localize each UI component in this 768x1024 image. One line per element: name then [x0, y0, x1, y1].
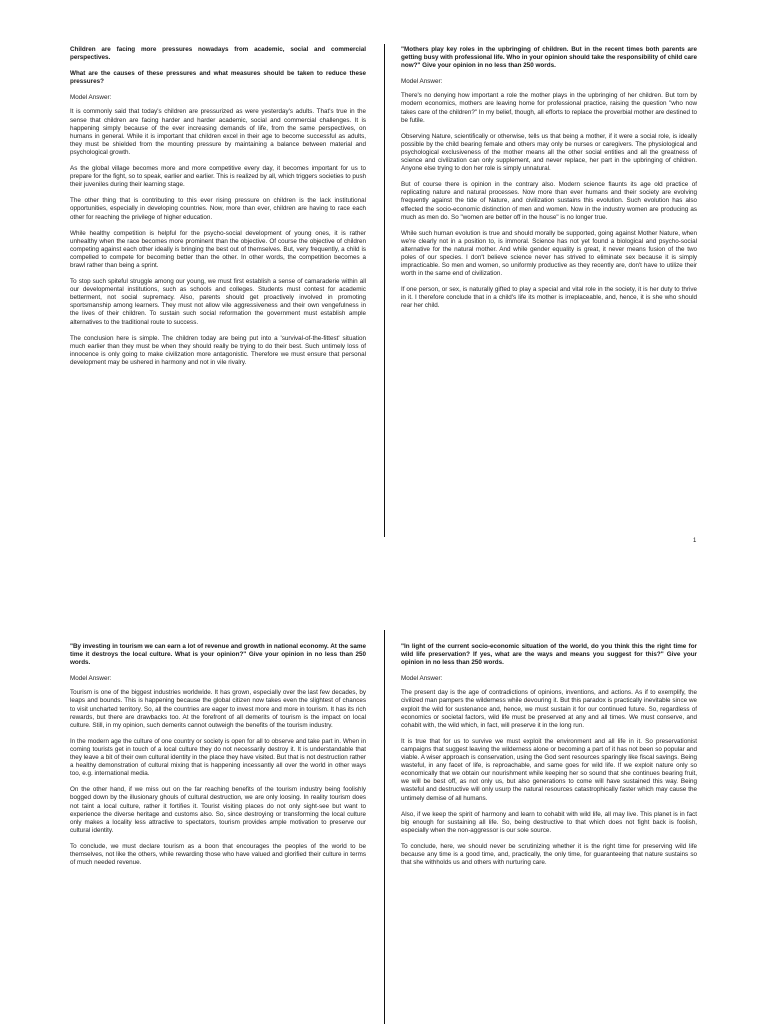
paragraph: To stop such spiteful struggle among our young, we must first establish a sense of camaraderie within all our developmental institutions, such as schools and colleges. Students must contest for academic betterment, not social supremacy. Also, parents should get proactively involved in promoting sportsmanship among learners. They must not allow vile aggressiveness and their own vengefulness in the lives of their children. To sustain such social reformation the government must establish ample alternatives to the traditional route to success.: [70, 278, 366, 326]
essay-prompt: "By investing in tourism we can earn a lot of revenue and growth in national economy. At the same time it destroys the local culture. What is your opinion?" Give your opinion in no less than 250 words.: [70, 643, 366, 667]
paragraph: The other thing that is contributing to this ever rising pressure on children is the lack institutional opportunities, especially in developing countries. Now, more than ever, children are having to race each other for reaching the privilege of higher education.: [70, 197, 366, 221]
paragraph: To conclude, here, we should never be scrutinizing whether it is the right time for preserving wild life because any time is a good time, and, practically, the only time, for guaranteeing that nature sustains so that she withholds us and others with nurturing care.: [401, 842, 697, 867]
paragraph: It is true that for us to survive we must exploit the environment and all life in it. So preservationist campaigns that suggest leaving the wilderness alone or becoming a part of it has not been so popular and viable. A wiser approach is conservation, using the God sent resources sparingly like fiscal savings. Being wasteful, in any facet of life, is reproachable, and same goes for wild life. If we exploit nature only so economically that we obtain our nourishment while keeping her so sound that she continues bearing fruit, we will be best off, as not only us, but also generations to come will have sustained this way. Being wasteful and destructive will only usurp the natural resources catastrophically faster which may cause the untimely demise of all humans.: [401, 737, 697, 802]
paragraph: It is commonly said that today's children are pressurized as were yesterday's adults. That's true in the sense that children are facing harder and harder academic, social and commercial challenges. It is happening simply because of the ever increasing demands of life, from the same perspectives, on humans in general. While it is important that children excel in their age to become successful as adults, they must be shielded from the mounting pressure by maintaining a balance between material and psychological growth.: [70, 108, 366, 156]
paragraph: As the global village becomes more and more competitive every day, it becomes important for us to prepare for the fight, so to speak, earlier and earlier. This is realized by all, which triggers societies to push their juveniles during their learning stage.: [70, 165, 366, 189]
model-answer-label: Model Answer:: [401, 78, 443, 86]
paragraph: Tourism is one of the biggest industries worldwide. It has grown, especially over the last few decades, by leaps and bounds. This is happening because the global citizen now takes even the slightest of chances to visit uncharted territory. So, all the countries are eager to invest more and more in tourism. It has its rich rewards, but there are drawbacks too. At the forefront of all demerits of tourism is the impact on local culture. Still, in my opinion, such demerits cannot outweigh the benefits of the tourism industry.: [70, 689, 366, 729]
essay-prompt: What are the causes of these pressures and what measures should be taken to reduce these pressures?: [70, 70, 366, 86]
essay-prompt: Children are facing more pressures nowadays from academic, social and commercial perspectives.: [70, 46, 366, 62]
paragraph: On the other hand, if we miss out on the far reaching benefits of the tourism industry being foolishly bogged down by the illusionary ghouls of cultural destruction, we are only loosing. In reality tourism does not taint a local culture, rather it fortifies it. Tourist visiting places do not only sight-see but want to experience the diverse heritage and customs also. So, since destroying or transforming the local culture only makes a locality less attractive to spectators, tourism provides ample motivation to preserve our cultural identity.: [70, 786, 366, 834]
essay-prompt: "In light of the current socio-economic situation of the world, do you think this the right time for wild life preservation? If yes, what are the ways and means you suggest for this?" Give your opinion in no less than 250 words.: [401, 643, 697, 667]
paragraph: But of course there is opinion in the contrary also. Modern science flaunts its age old practice of replicating nature and natural processes. Now more than ever humans and their society are evolving frequently against the tide of Nature, and civilization sustains this evolution. Such evolution has also effected the socio-economic distinction of men and women. Now in the industry women are producing as much as men do. So "women are better off in the house" is no longer true.: [401, 181, 697, 221]
paragraph: While healthy competition is helpful for the psycho-social development of young ones, it is rather unhealthy when the race becomes more prominent than the objective. Of course the objective of children competing against each other ideally is bringing the best out of themselves. But, very frequently, a child is compelled to compete for becoming better than the other. In other words, the competition becomes a brawl rather than being a sprint.: [70, 229, 366, 269]
essay-prompt: "Mothers play key roles in the upbringing of children. But in the recent times both parents are getting busy with professional life. Who in your opinion should take the responsibility of child care now?" Give your opinion in no less than 250 words.: [401, 46, 697, 70]
essay-wildlife-preservation: [401, 643, 697, 875]
column-divider: [384, 44, 385, 537]
essay-children-pressure: [70, 46, 366, 375]
paragraph: While such human evolution is true and should morally be supported, going against Mother Nature, when we're clearly not in a position to, is immoral. Science has not yet found a biological and psycho-social alternative for the natural mother. And while gender equality is great, it never means fusion of the two poles of our species. I don't believe science never has strived to eliminate sex because it is simply impracticable. So men and women, so uniformly productive as they recently are, don't have to utilize their worth in the same end of civilization.: [401, 229, 697, 278]
essay-mothers-child-care: [401, 46, 697, 319]
paragraph: The present day is the age of contradictions of opinions, inventions, and actions. As if to exemplify, the civilized man pampers the wilderness while devouring it. But this paradox is practically inevitable since we exploit the wild for sustenance and, hence, we must sustain it for our continued future. So, regardless of economics or societal factors, wild life must be preserved at any and all times. We must conserve, and cohabit with, the wild which, in fact, will preserve it in the long run.: [401, 689, 697, 729]
model-answer-label: Model Answer:: [70, 94, 112, 102]
paragraph: Also, if we keep the spirit of harmony and learn to cohabit with wild life, all may live. This planet is in fact big enough for sustaining all life. So, being destructive to that which does not fight back is foolish, especially when the non-aggressor is our sole source.: [401, 810, 697, 834]
paragraph: The conclusion here is simple. The children today are being put into a 'survival-of-the-fittest' situation much earlier than they must be when they should really be trying to do their best. Such untimely loss of innocence is only going to make civilization more antagonistic. Therefore we must ensure that personal development may be ushered in harmony and not in vile rivalry.: [70, 334, 366, 366]
paragraph: To conclude, we must declare tourism as a boon that encourages the peoples of the world to be themselves, not like the others, while rewarding those who have valued and glorified their culture in terms of much needed revenue.: [70, 842, 366, 867]
model-answer-label: Model Answer:: [70, 675, 112, 683]
model-answer-label: Model Answer:: [401, 675, 443, 683]
paragraph: There's no denying how important a role the mother plays in the upbringing of her children. But torn by modern economics, mothers are leaving home for professional practice, raising the question "who now takes care of the children?" In my belief, though, all efforts to replace the proverbial mother are destined to be futile.: [401, 92, 697, 124]
paragraph: If one person, or sex, is naturally gifted to play a special and vital role in the society, it is her duty to thrive in it. I therefore conclude that in a child's life its mother is irreplaceable, and, hence, it is she who should rear her child.: [401, 286, 697, 310]
column-divider: [384, 630, 385, 1024]
page-number: 1: [693, 538, 697, 544]
paragraph: In the modern age the culture of one country or society is open for all to observe and take part in. When in coming tourists get in touch of a local culture they do not necessarily destroy it. It is understandable that they leave a bit of their own cultural identity in the place they have visited. But that is not destruction rather a healthy demonstration of cultural mixing that is happening incessantly all over the world in other ways too, e.g. international media.: [70, 737, 366, 778]
paragraph: Observing Nature, scientifically or otherwise, tells us that being a mother, if it were a social role, is ideally possible by the child bearing female and others may only be nurses or caregivers. The physiological and psychological exclusiveness of the mother means all the other social entities and all the greatness of science and civilization can only supplement, and never replace, her part in the upbringing of children. Anyone else trying to don her role is simply unnatural.: [401, 132, 697, 173]
essay-tourism: [70, 643, 366, 875]
